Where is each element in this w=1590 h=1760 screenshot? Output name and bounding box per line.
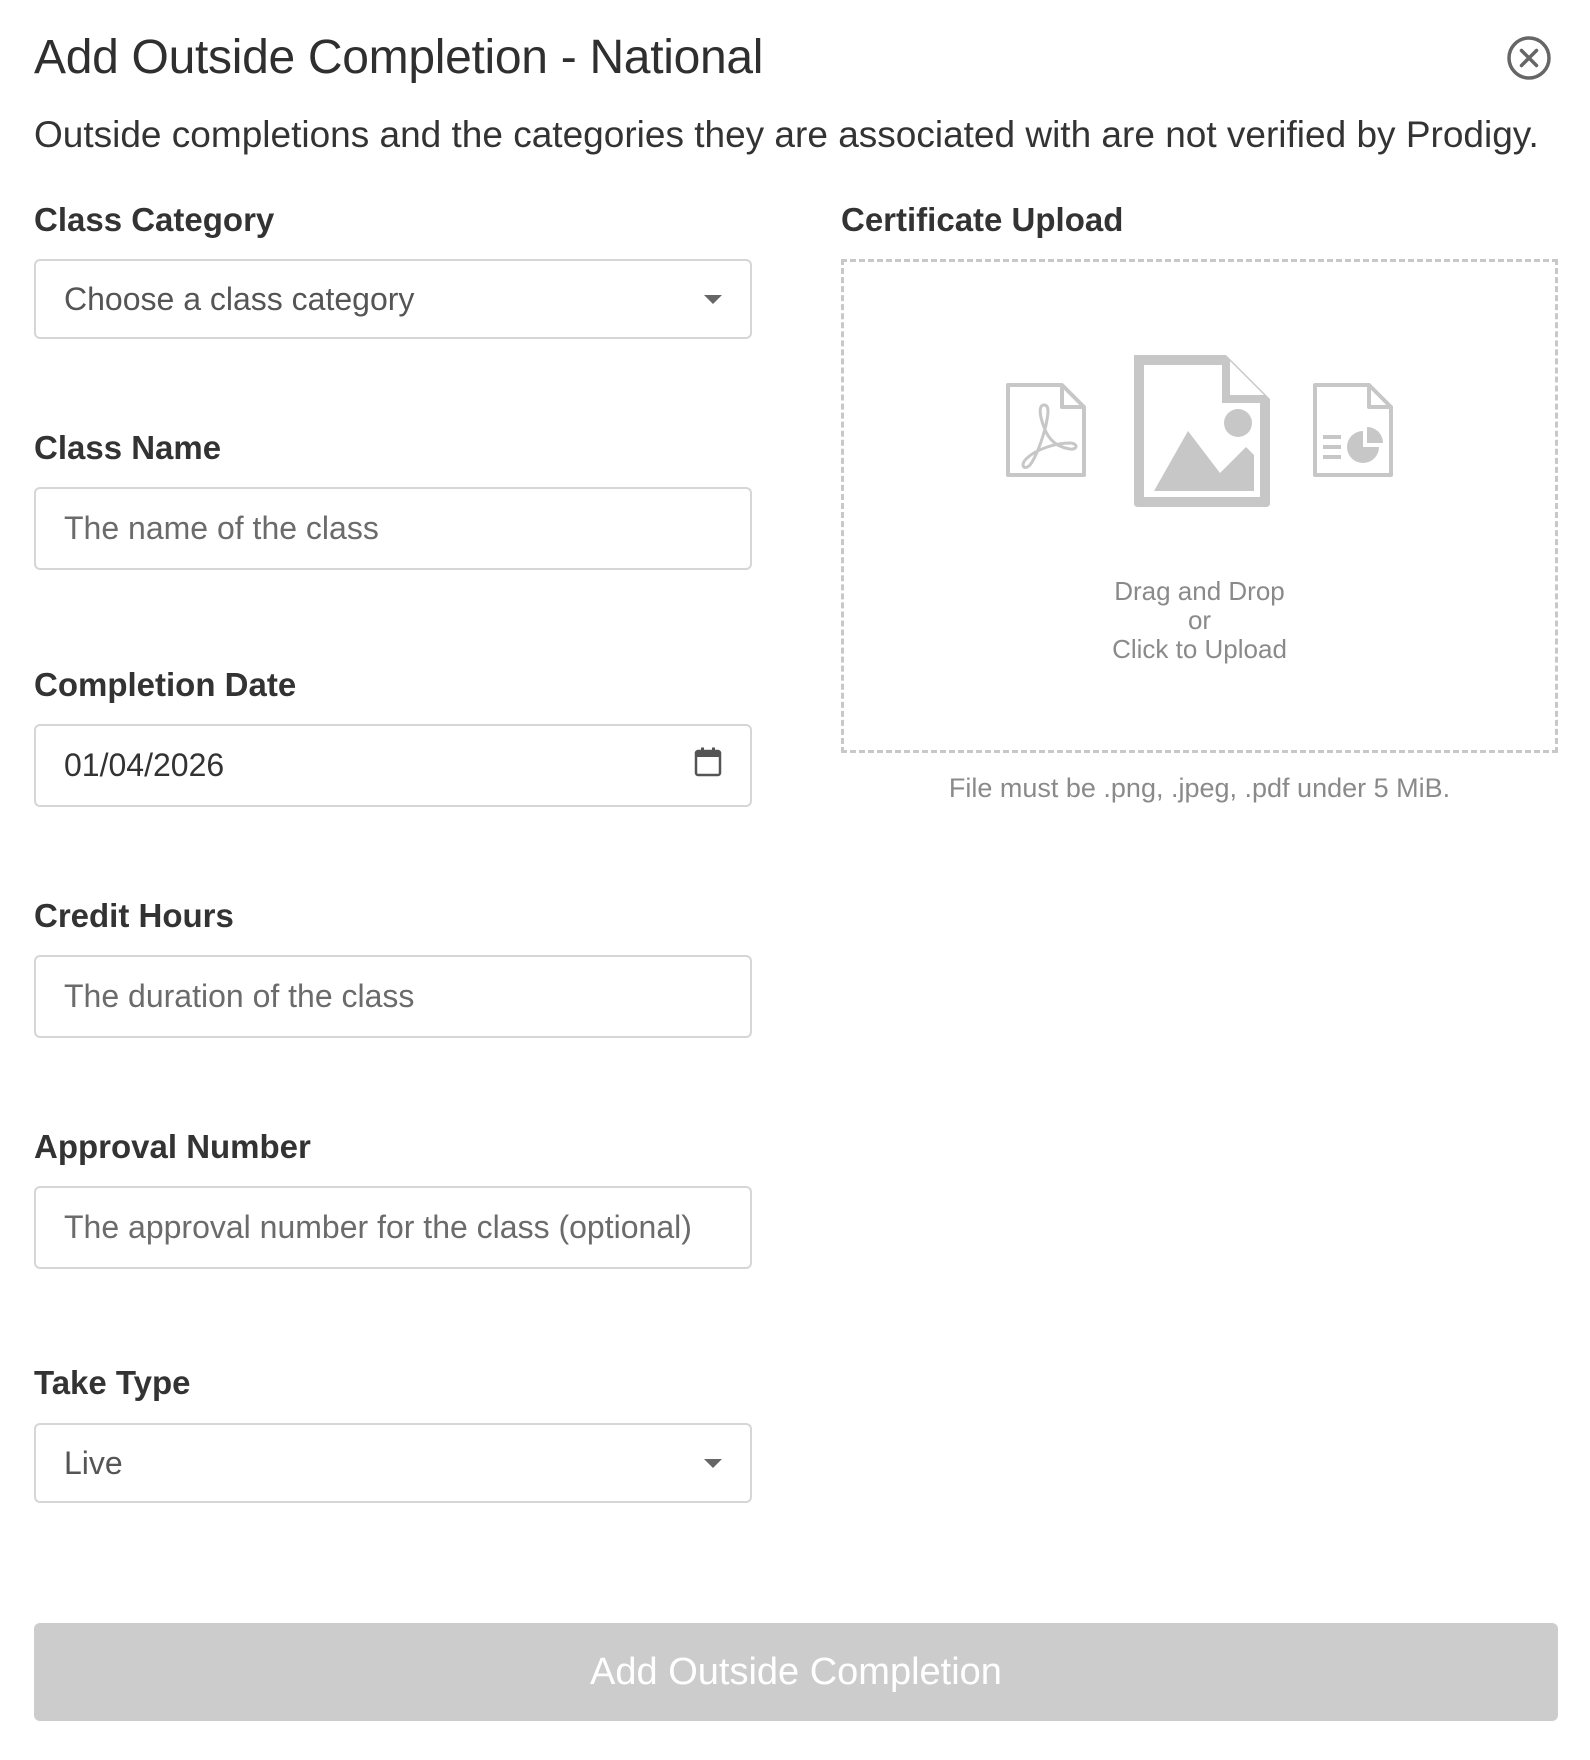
class-category-select[interactable] (34, 259, 752, 339)
image-file-icon (1130, 351, 1274, 516)
approval-number-label: Approval Number (34, 1128, 311, 1165)
class-category-label: Class Category (34, 201, 275, 238)
certificate-upload-label: Certificate Upload (841, 201, 1124, 238)
click-to-upload-text: Click to Upload (1112, 634, 1287, 664)
calendar-icon[interactable] (694, 747, 722, 785)
close-icon[interactable] (1506, 35, 1552, 81)
chevron-down-icon (704, 295, 722, 304)
add-outside-completion-button[interactable]: Add Outside Completion (34, 1623, 1558, 1721)
take-type-select[interactable] (34, 1423, 752, 1503)
completion-date-input[interactable] (34, 724, 752, 807)
modal-title: Add Outside Completion - National (34, 31, 764, 84)
take-type-label: Take Type (34, 1364, 191, 1401)
credit-hours-input[interactable] (34, 955, 752, 1038)
chart-file-icon (1311, 381, 1395, 484)
drag-and-drop-text: Drag and Drop (1114, 576, 1285, 606)
pdf-file-icon (1004, 381, 1088, 484)
or-text: or (1187, 605, 1212, 635)
credit-hours-label: Credit Hours (34, 897, 234, 934)
completion-date-value: 01/04/2026 (64, 747, 225, 783)
file-requirements-note: File must be .png, .jpeg, .pdf under 5 MiB. (948, 773, 1451, 803)
certificate-dropzone[interactable] (841, 259, 1558, 753)
modal-subtitle: Outside completions and the categories they are associated with are not verified by Prodigy. (34, 114, 1539, 155)
approval-number-input[interactable] (34, 1186, 752, 1269)
chevron-down-icon (704, 1459, 722, 1468)
class-name-input[interactable] (34, 487, 752, 570)
class-category-selected: Choose a class category (64, 280, 415, 317)
take-type-selected: Live (64, 1444, 123, 1481)
completion-date-label: Completion Date (34, 666, 297, 703)
class-name-label: Class Name (34, 429, 222, 466)
